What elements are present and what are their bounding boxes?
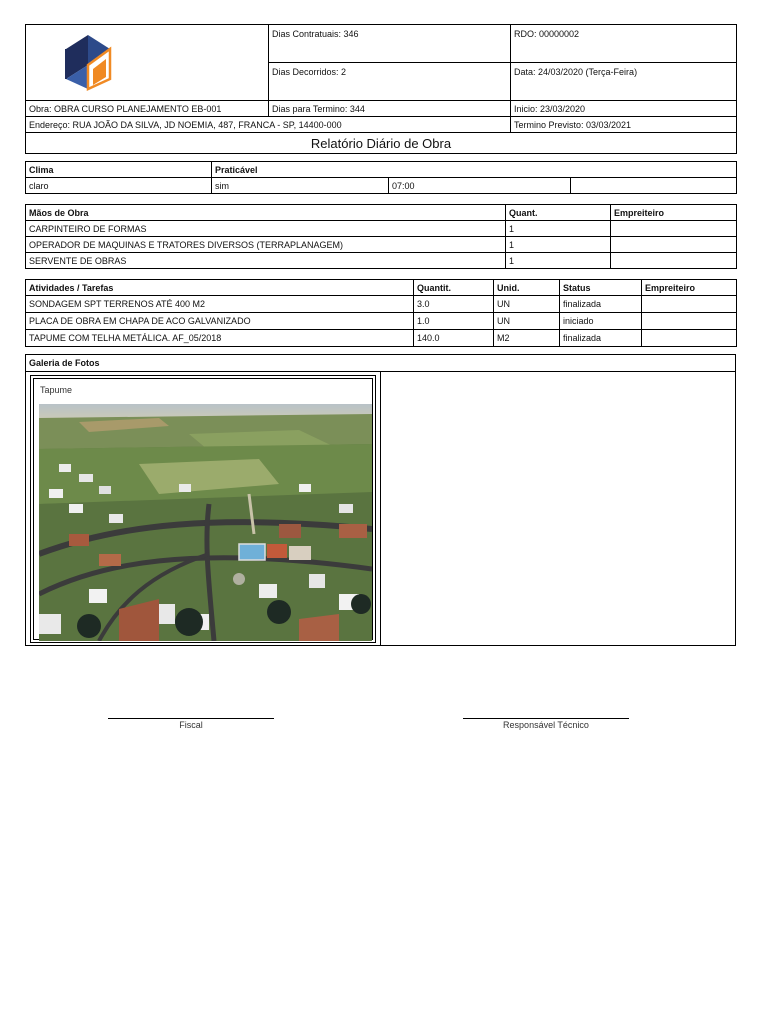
empreiteiro-header: Empreiteiro xyxy=(611,205,737,221)
praticavel-header: Praticável xyxy=(212,162,737,178)
task-unit: UN xyxy=(494,296,560,313)
task-status: iniciado xyxy=(560,313,642,330)
gallery-divider xyxy=(380,372,381,646)
worker-role: OPERADOR DE MAQUINAS E TRATORES DIVERSOS (TERRAPLANAGEM) xyxy=(26,237,506,253)
signature-line xyxy=(463,718,629,719)
signature-responsavel xyxy=(463,718,629,730)
task-contractor xyxy=(642,313,737,330)
signature-fiscal xyxy=(108,718,274,730)
dias-contratuais: Dias Contratuais: 346 xyxy=(269,25,511,63)
empreiteiro-header: Empreiteiro xyxy=(642,280,737,296)
worker-role: SERVENTE DE OBRAS xyxy=(26,253,506,269)
task-name: TAPUME COM TELHA METÁLICA. AF_05/2018 xyxy=(26,330,414,347)
task-contractor xyxy=(642,296,737,313)
endereco: Endereço: RUA JOÃO DA SILVA, JD NOEMIA, 487, FRANCA - SP, 14400-000 xyxy=(26,117,511,133)
table-row xyxy=(26,253,737,269)
clima-value: claro xyxy=(26,178,212,194)
worker-qty: 1 xyxy=(506,221,611,237)
atividades-table xyxy=(25,279,737,347)
report-date: Data: 24/03/2020 (Terça-Feira) xyxy=(511,63,737,101)
photo-caption: Tapume xyxy=(40,385,73,395)
task-status: finalizada xyxy=(560,330,642,347)
task-status: finalizada xyxy=(560,296,642,313)
praticavel-value: sim xyxy=(212,178,389,194)
task-qty: 3.0 xyxy=(414,296,494,313)
atividades-header: Atividades / Tarefas xyxy=(26,280,414,296)
clima-table xyxy=(25,161,737,194)
status-header: Status xyxy=(560,280,642,296)
worker-contractor xyxy=(611,253,737,269)
quant-header: Quant. xyxy=(506,205,611,221)
worker-contractor xyxy=(611,237,737,253)
signature-label-responsavel: Responsável Técnico xyxy=(503,720,589,730)
inicio-date: Inicio: 23/03/2020 xyxy=(511,101,737,117)
unid-header: Unid. xyxy=(494,280,560,296)
rdo-number: RDO: 00000002 xyxy=(511,25,737,63)
photo-gallery xyxy=(25,354,736,646)
dias-decorridos: Dias Decorridos: 2 xyxy=(269,63,511,101)
table-row xyxy=(26,237,737,253)
maos-de-obra-table xyxy=(25,204,737,269)
task-name: PLACA DE OBRA EM CHAPA DE ACO GALVANIZADO xyxy=(26,313,414,330)
dias-termino: Dias para Termino: 344 xyxy=(269,101,511,117)
photo-card[interactable] xyxy=(30,375,376,643)
table-row xyxy=(26,296,737,313)
signature-line xyxy=(108,718,274,719)
worker-qty: 1 xyxy=(506,253,611,269)
table-row xyxy=(26,330,737,347)
termino-previsto: Termino Previsto: 03/03/2021 xyxy=(511,117,737,133)
worker-role: CARPINTEIRO DE FORMAS xyxy=(26,221,506,237)
gallery-title: Galeria de Fotos xyxy=(26,355,735,372)
task-name: SONDAGEM SPT TERRENOS ATÉ 400 M2 xyxy=(26,296,414,313)
task-contractor xyxy=(642,330,737,347)
cube-logo-icon xyxy=(26,25,269,98)
report-title: Relatório Diário de Obra xyxy=(26,133,737,154)
task-qty: 1.0 xyxy=(414,313,494,330)
table-row xyxy=(26,313,737,330)
quantit-header: Quantit. xyxy=(414,280,494,296)
aerial-photo[interactable] xyxy=(39,404,372,641)
task-qty: 140.0 xyxy=(414,330,494,347)
logo-cell xyxy=(26,25,269,101)
header-table xyxy=(25,24,737,154)
photo-frame xyxy=(33,378,373,640)
obra-name: Obra: OBRA CURSO PLANEJAMENTO EB-001 xyxy=(26,101,269,117)
worker-contractor xyxy=(611,221,737,237)
signature-label-fiscal: Fiscal xyxy=(179,720,203,730)
clima-extra xyxy=(571,178,737,194)
time-value: 07:00 xyxy=(389,178,571,194)
maos-header: Mãos de Obra xyxy=(26,205,506,221)
worker-qty: 1 xyxy=(506,237,611,253)
table-row xyxy=(26,221,737,237)
task-unit: UN xyxy=(494,313,560,330)
task-unit: M2 xyxy=(494,330,560,347)
clima-header: Clima xyxy=(26,162,212,178)
